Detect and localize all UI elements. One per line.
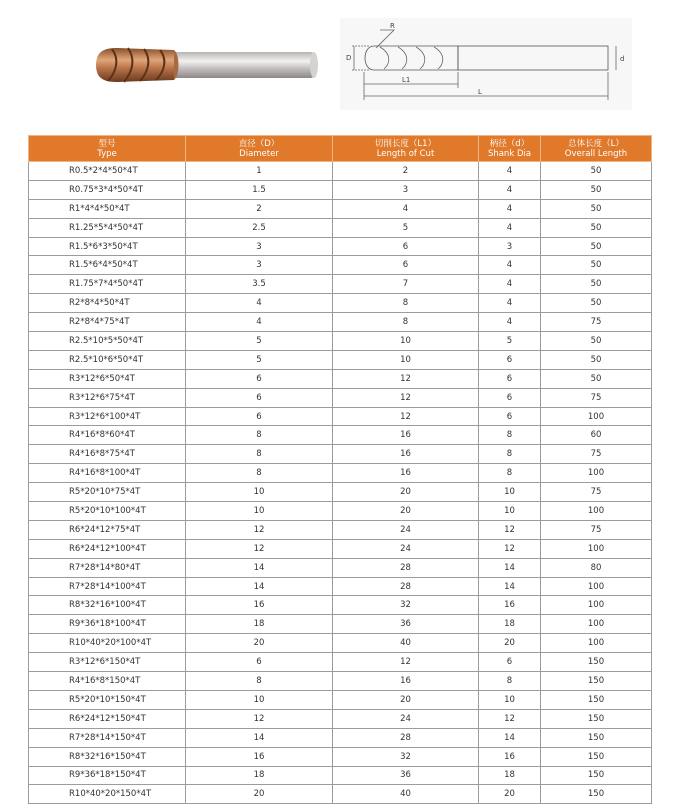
cell-diameter: 5	[186, 350, 333, 369]
table-row	[29, 653, 652, 672]
cell-shank-dia: 5	[479, 332, 541, 351]
cell-diameter: 4	[186, 313, 333, 332]
cell-length-of-cut: 7	[333, 275, 479, 294]
cell-type: R1.25*5*4*50*4T	[29, 218, 186, 237]
cell-type: R5*20*10*75*4T	[29, 483, 186, 502]
cell-type: R1.75*7*4*50*4T	[29, 275, 186, 294]
cell-length-of-cut: 24	[333, 520, 479, 539]
cell-shank-dia: 4	[479, 275, 541, 294]
cell-diameter: 3.5	[186, 275, 333, 294]
cell-overall-length: 150	[541, 709, 652, 728]
table-row	[29, 785, 652, 804]
cell-shank-dia: 14	[479, 728, 541, 747]
spec-table	[28, 135, 652, 804]
cell-overall-length: 150	[541, 672, 652, 691]
table-row	[29, 256, 652, 275]
cell-length-of-cut: 6	[333, 237, 479, 256]
cell-overall-length: 50	[541, 369, 652, 388]
cell-shank-dia: 6	[479, 407, 541, 426]
cell-length-of-cut: 40	[333, 785, 479, 804]
cell-shank-dia: 10	[479, 483, 541, 502]
cell-overall-length: 100	[541, 539, 652, 558]
diameter-label: D	[346, 54, 352, 62]
overall-length-label: L	[478, 88, 482, 96]
cell-length-of-cut: 28	[333, 577, 479, 596]
table-row	[29, 445, 652, 464]
cell-overall-length: 80	[541, 558, 652, 577]
cell-length-of-cut: 4	[333, 199, 479, 218]
table-row	[29, 672, 652, 691]
cell-diameter: 14	[186, 728, 333, 747]
cell-overall-length: 100	[541, 464, 652, 483]
table-row	[29, 577, 652, 596]
header-shank-dia: 柄径（d） Shank Dia	[479, 136, 541, 162]
cell-diameter: 16	[186, 596, 333, 615]
cell-diameter: 6	[186, 388, 333, 407]
cell-diameter: 1	[186, 162, 333, 181]
cell-length-of-cut: 24	[333, 709, 479, 728]
cell-type: R8*32*16*100*4T	[29, 596, 186, 615]
cell-overall-length: 60	[541, 426, 652, 445]
cell-overall-length: 50	[541, 218, 652, 237]
cell-shank-dia: 6	[479, 369, 541, 388]
dimension-diagram	[340, 18, 632, 110]
cell-diameter: 10	[186, 690, 333, 709]
cell-type: R3*12*6*100*4T	[29, 407, 186, 426]
cell-diameter: 12	[186, 709, 333, 728]
cell-overall-length: 50	[541, 275, 652, 294]
cell-type: R6*24*12*75*4T	[29, 520, 186, 539]
cell-overall-length: 50	[541, 350, 652, 369]
cell-type: R2.5*10*6*50*4T	[29, 350, 186, 369]
cell-type: R4*16*8*75*4T	[29, 445, 186, 464]
cell-diameter: 20	[186, 634, 333, 653]
cell-diameter: 1.5	[186, 180, 333, 199]
cell-type: R6*24*12*100*4T	[29, 539, 186, 558]
cell-diameter: 14	[186, 558, 333, 577]
cell-type: R5*20*10*150*4T	[29, 690, 186, 709]
cell-diameter: 10	[186, 502, 333, 521]
cell-diameter: 8	[186, 445, 333, 464]
cell-length-of-cut: 28	[333, 558, 479, 577]
cell-shank-dia: 6	[479, 388, 541, 407]
cell-shank-dia: 4	[479, 180, 541, 199]
cell-diameter: 6	[186, 653, 333, 672]
header-length-of-cut: 切削长度（L1） Length of Cut	[333, 136, 479, 162]
table-row	[29, 426, 652, 445]
cell-length-of-cut: 3	[333, 180, 479, 199]
table-row	[29, 766, 652, 785]
cell-overall-length: 50	[541, 332, 652, 351]
cell-overall-length: 75	[541, 520, 652, 539]
cell-shank-dia: 4	[479, 162, 541, 181]
table-row	[29, 369, 652, 388]
cell-type: R3*12*6*150*4T	[29, 653, 186, 672]
table-row	[29, 615, 652, 634]
cell-diameter: 20	[186, 785, 333, 804]
cell-type: R4*16*8*100*4T	[29, 464, 186, 483]
table-row	[29, 218, 652, 237]
cell-length-of-cut: 36	[333, 766, 479, 785]
spec-table-body	[29, 162, 652, 804]
cell-overall-length: 150	[541, 728, 652, 747]
header-diameter: 直径（D） Diameter	[186, 136, 333, 162]
cell-shank-dia: 10	[479, 502, 541, 521]
cell-diameter: 18	[186, 615, 333, 634]
cell-type: R1.5*6*3*50*4T	[29, 237, 186, 256]
cell-overall-length: 50	[541, 256, 652, 275]
cell-length-of-cut: 32	[333, 747, 479, 766]
cell-shank-dia: 10	[479, 690, 541, 709]
table-row	[29, 558, 652, 577]
table-row	[29, 407, 652, 426]
cell-type: R6*24*12*150*4T	[29, 709, 186, 728]
cell-overall-length: 150	[541, 690, 652, 709]
table-row	[29, 237, 652, 256]
table-row	[29, 747, 652, 766]
cell-shank-dia: 3	[479, 237, 541, 256]
cell-diameter: 8	[186, 464, 333, 483]
table-row	[29, 596, 652, 615]
table-row	[29, 539, 652, 558]
cell-overall-length: 50	[541, 237, 652, 256]
cell-type: R4*16*8*150*4T	[29, 672, 186, 691]
cell-shank-dia: 16	[479, 596, 541, 615]
cell-type: R7*28*14*150*4T	[29, 728, 186, 747]
cell-diameter: 6	[186, 369, 333, 388]
cell-overall-length: 75	[541, 313, 652, 332]
cell-overall-length: 150	[541, 747, 652, 766]
cell-length-of-cut: 5	[333, 218, 479, 237]
table-row	[29, 520, 652, 539]
table-row	[29, 728, 652, 747]
table-row	[29, 294, 652, 313]
cell-length-of-cut: 6	[333, 256, 479, 275]
cell-length-of-cut: 20	[333, 502, 479, 521]
table-row	[29, 709, 652, 728]
cell-diameter: 4	[186, 294, 333, 313]
cell-shank-dia: 12	[479, 709, 541, 728]
cell-type: R1.5*6*4*50*4T	[29, 256, 186, 275]
cell-diameter: 12	[186, 520, 333, 539]
cell-length-of-cut: 8	[333, 294, 479, 313]
cell-shank-dia: 16	[479, 747, 541, 766]
cell-length-of-cut: 10	[333, 332, 479, 351]
cell-type: R9*36*18*150*4T	[29, 766, 186, 785]
cell-overall-length: 150	[541, 766, 652, 785]
table-row	[29, 180, 652, 199]
cell-shank-dia: 12	[479, 520, 541, 539]
cell-length-of-cut: 12	[333, 407, 479, 426]
cell-type: R4*16*8*60*4T	[29, 426, 186, 445]
table-row	[29, 350, 652, 369]
cell-diameter: 2.5	[186, 218, 333, 237]
shank-diameter-label: d	[620, 55, 625, 63]
cell-diameter: 18	[186, 766, 333, 785]
cell-length-of-cut: 16	[333, 672, 479, 691]
cell-length-of-cut: 28	[333, 728, 479, 747]
cell-diameter: 6	[186, 407, 333, 426]
cell-type: R5*20*10*100*4T	[29, 502, 186, 521]
table-row	[29, 634, 652, 653]
table-row	[29, 464, 652, 483]
end-mill-photo	[88, 40, 320, 90]
cell-type: R7*28*14*100*4T	[29, 577, 186, 596]
cell-overall-length: 150	[541, 653, 652, 672]
table-row	[29, 199, 652, 218]
cell-diameter: 16	[186, 747, 333, 766]
header-overall-length: 总体长度（L） Overall Length	[541, 136, 652, 162]
cell-overall-length: 100	[541, 596, 652, 615]
cell-overall-length: 50	[541, 294, 652, 313]
cell-diameter: 12	[186, 539, 333, 558]
cell-shank-dia: 14	[479, 558, 541, 577]
table-row	[29, 162, 652, 181]
cell-shank-dia: 18	[479, 615, 541, 634]
cell-overall-length: 100	[541, 502, 652, 521]
cell-type: R2*8*4*50*4T	[29, 294, 186, 313]
cell-overall-length: 50	[541, 199, 652, 218]
cell-type: R1*4*4*50*4T	[29, 199, 186, 218]
table-row	[29, 388, 652, 407]
cell-overall-length: 150	[541, 785, 652, 804]
cell-length-of-cut: 32	[333, 596, 479, 615]
cell-shank-dia: 6	[479, 350, 541, 369]
cell-shank-dia: 4	[479, 256, 541, 275]
cell-type: R3*12*6*50*4T	[29, 369, 186, 388]
cell-length-of-cut: 16	[333, 445, 479, 464]
table-row	[29, 483, 652, 502]
cell-overall-length: 50	[541, 180, 652, 199]
cell-type: R7*28*14*80*4T	[29, 558, 186, 577]
cell-shank-dia: 8	[479, 464, 541, 483]
cell-diameter: 10	[186, 483, 333, 502]
cell-type: R2*8*4*75*4T	[29, 313, 186, 332]
cell-length-of-cut: 8	[333, 313, 479, 332]
cell-diameter: 3	[186, 237, 333, 256]
cell-overall-length: 50	[541, 162, 652, 181]
cell-shank-dia: 18	[479, 766, 541, 785]
cell-diameter: 8	[186, 672, 333, 691]
cell-diameter: 14	[186, 577, 333, 596]
cell-overall-length: 75	[541, 445, 652, 464]
cell-shank-dia: 4	[479, 199, 541, 218]
cell-shank-dia: 20	[479, 785, 541, 804]
cell-shank-dia: 8	[479, 426, 541, 445]
cell-length-of-cut: 20	[333, 483, 479, 502]
radius-label: R	[390, 22, 395, 30]
product-header	[0, 0, 677, 120]
table-row	[29, 502, 652, 521]
cell-length-of-cut: 24	[333, 539, 479, 558]
cell-shank-dia: 4	[479, 294, 541, 313]
cell-type: R0.5*2*4*50*4T	[29, 162, 186, 181]
cell-type: R8*32*16*150*4T	[29, 747, 186, 766]
cell-shank-dia: 4	[479, 313, 541, 332]
cell-length-of-cut: 2	[333, 162, 479, 181]
table-row	[29, 332, 652, 351]
cell-type: R2.5*10*5*50*4T	[29, 332, 186, 351]
cell-overall-length: 100	[541, 407, 652, 426]
table-row	[29, 313, 652, 332]
cell-length-of-cut: 12	[333, 388, 479, 407]
cell-overall-length: 100	[541, 615, 652, 634]
header-type: 型号 Type	[29, 136, 186, 162]
table-row	[29, 690, 652, 709]
cell-length-of-cut: 16	[333, 464, 479, 483]
cell-length-of-cut: 20	[333, 690, 479, 709]
cell-shank-dia: 8	[479, 672, 541, 691]
cell-length-of-cut: 16	[333, 426, 479, 445]
cell-shank-dia: 20	[479, 634, 541, 653]
cell-overall-length: 75	[541, 483, 652, 502]
cell-type: R10*40*20*150*4T	[29, 785, 186, 804]
cell-diameter: 3	[186, 256, 333, 275]
cell-overall-length: 100	[541, 577, 652, 596]
cell-diameter: 8	[186, 426, 333, 445]
cell-shank-dia: 4	[479, 218, 541, 237]
cell-overall-length: 75	[541, 388, 652, 407]
cell-shank-dia: 6	[479, 653, 541, 672]
cell-length-of-cut: 12	[333, 653, 479, 672]
table-row	[29, 275, 652, 294]
cell-overall-length: 100	[541, 634, 652, 653]
cell-type: R10*40*20*100*4T	[29, 634, 186, 653]
cell-shank-dia: 12	[479, 539, 541, 558]
cell-length-of-cut: 10	[333, 350, 479, 369]
header-row	[29, 136, 652, 162]
cell-type: R3*12*6*75*4T	[29, 388, 186, 407]
cell-shank-dia: 8	[479, 445, 541, 464]
cell-shank-dia: 14	[479, 577, 541, 596]
cut-length-label: L1	[402, 76, 411, 84]
cell-diameter: 2	[186, 199, 333, 218]
cell-type: R0.75*3*4*50*4T	[29, 180, 186, 199]
cell-length-of-cut: 36	[333, 615, 479, 634]
cell-length-of-cut: 12	[333, 369, 479, 388]
cell-diameter: 5	[186, 332, 333, 351]
cell-type: R9*36*18*100*4T	[29, 615, 186, 634]
cell-length-of-cut: 40	[333, 634, 479, 653]
